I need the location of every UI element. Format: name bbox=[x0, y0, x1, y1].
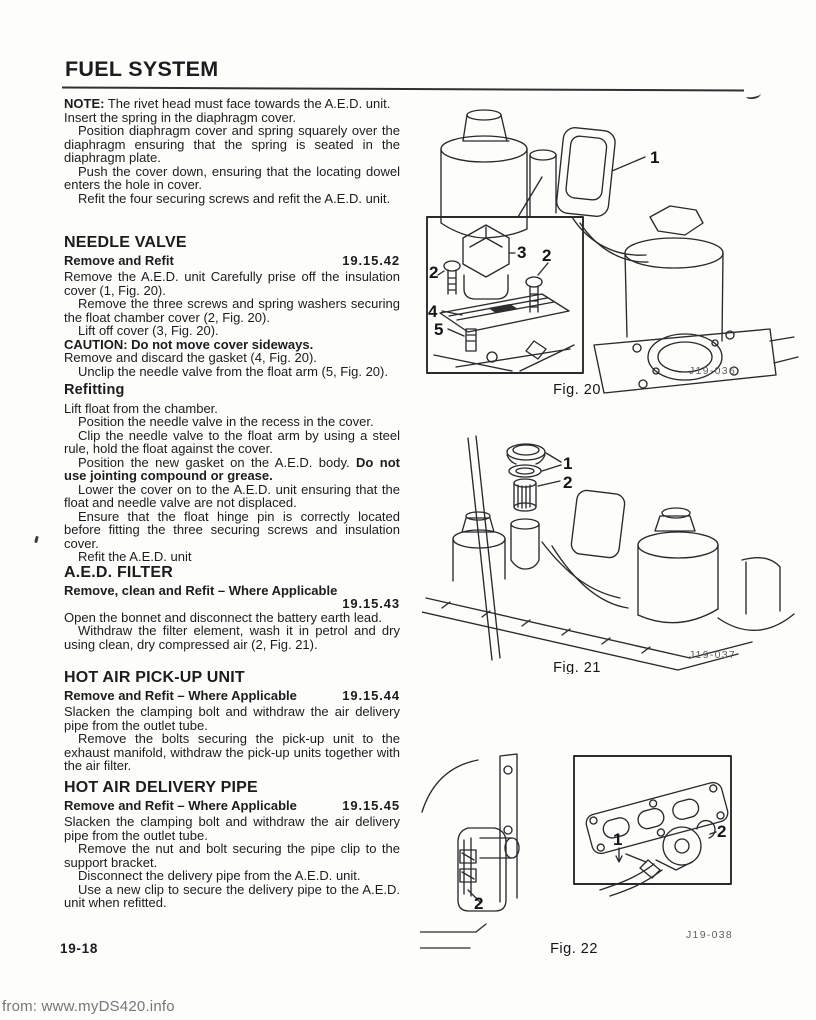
body-paragraph: Use a new clip to secure the delivery pipe to the A.E.D. unit when refitted. bbox=[64, 881, 400, 910]
body-paragraph: Disconnect the delivery pipe from the A.E.D. unit. bbox=[78, 868, 361, 883]
body-paragraph: Open the bonnet and disconnect the battery earth lead. bbox=[64, 609, 383, 625]
section-heading: A.E.D. FILTER bbox=[64, 564, 173, 581]
fig21-callout-2: 2 bbox=[563, 473, 573, 492]
caution-note: CAUTION: Do not move cover sideways. bbox=[64, 336, 314, 352]
body-paragraph: Lift float from the chamber. bbox=[64, 400, 218, 416]
fig21-callout-1: 1 bbox=[563, 454, 573, 473]
note-label: NOTE: bbox=[64, 96, 105, 111]
section-heading: HOT AIR PICK-UP UNIT bbox=[64, 669, 245, 686]
body-paragraph: Insert the spring in the diaphragm cover. bbox=[64, 109, 296, 125]
section-heading: HOT AIR DELIVERY PIPE bbox=[64, 779, 258, 796]
subsection-heading: Remove and Refit – Where Applicable bbox=[64, 797, 297, 813]
body-paragraph: Remove and discard the gasket (4, Fig. 20). bbox=[64, 350, 317, 365]
scan-artifact-mark bbox=[34, 536, 39, 544]
header-rule bbox=[62, 87, 744, 92]
subsection-row bbox=[64, 254, 400, 268]
fig20-callout-3: 3 bbox=[517, 243, 527, 262]
note-paragraph bbox=[64, 97, 400, 111]
body-paragraph: Withdraw the filter element, wash it in petrol and dry using clean, dry compressed air (2, Fig. 21). bbox=[64, 623, 400, 652]
section-refitting bbox=[64, 384, 400, 564]
body-paragraph: Remove the A.E.D. unit Carefully prise off the insulation cover (1, Fig. 20). bbox=[64, 269, 400, 298]
figure-21-aed-filter-illustration bbox=[422, 412, 812, 674]
body-paragraph: Position the needle valve in the recess in the cover. bbox=[78, 414, 374, 429]
body-paragraph: Slacken the clamping bolt and withdraw the air delivery pipe from the outlet tube. bbox=[64, 704, 400, 733]
section-aed-filter bbox=[64, 566, 400, 651]
subsection-row bbox=[64, 799, 400, 813]
body-paragraph: Slacken the clamping bolt and withdraw the air delivery pipe from the outlet tube. bbox=[64, 814, 400, 843]
section-intro bbox=[64, 97, 400, 205]
fig21-reference-code: J19-037 bbox=[689, 649, 737, 661]
scan-artifact-dash bbox=[746, 90, 762, 100]
note-text: The rivet head must face towards the A.E.D. unit. bbox=[104, 96, 391, 111]
fig20-callout-4: 4 bbox=[428, 302, 438, 321]
body-paragraph bbox=[64, 456, 400, 483]
figure-20-carburettor-float-chamber-illustration bbox=[422, 105, 812, 397]
body-paragraph: Clip the needle valve to the float arm by using a steel rule, hold the float against the cover. bbox=[64, 427, 400, 456]
section-needle-valve bbox=[64, 236, 400, 378]
body-paragraph: Ensure that the float hinge pin is correctly located before fitting the three securing screws and insulation cover. bbox=[64, 508, 400, 551]
body-text: Position the new gasket on the A.E.D. body. bbox=[78, 454, 357, 470]
section-hot-air-pickup bbox=[64, 671, 400, 773]
body-paragraph: Remove the nut and bolt securing the pipe clip to the support bracket. bbox=[64, 841, 400, 870]
body-paragraph: Remove the three screws and spring washers securing the float chamber cover (2, Fig. 20). bbox=[64, 296, 400, 325]
watermark-source-text: from: www.myDS420.info bbox=[2, 998, 175, 1015]
bold-warning-text: Do not use jointing compound or grease. bbox=[64, 454, 400, 483]
fig22-callout-2-right: 2 bbox=[717, 822, 727, 841]
fig21-caption: Fig. 21 bbox=[553, 660, 601, 674]
fig22-callout-2-left: 2 bbox=[474, 894, 484, 913]
body-paragraph: Remove the bolts securing the pick-up unit to the exhaust manifold, withdraw the pick-up units together with the air filter. bbox=[64, 731, 400, 773]
fig20-callout-5: 5 bbox=[434, 320, 444, 339]
subsection-heading: Remove and Refit bbox=[64, 252, 174, 268]
body-paragraph: Push the cover down, ensuring that the locating dowel enters the hole in cover. bbox=[64, 163, 400, 192]
fig20-callout-2-left: 2 bbox=[429, 263, 439, 282]
body-paragraph: Lower the cover on to the A.E.D. unit ensuring that the float and needle valve are not displaced. bbox=[64, 481, 400, 510]
fig22-line-art bbox=[420, 754, 734, 948]
fig20-callout-2-right: 2 bbox=[542, 246, 552, 265]
subsection-heading: Remove, clean and Refit – Where Applicable bbox=[64, 582, 338, 598]
fig20-callout-1: 1 bbox=[650, 148, 660, 167]
section-heading: NEEDLE VALVE bbox=[64, 234, 187, 251]
operation-number: 19.15.44 bbox=[342, 687, 400, 703]
figure-22-hot-air-pickup-illustration bbox=[420, 742, 812, 957]
section-hot-air-delivery bbox=[64, 781, 400, 910]
section-heading: Refitting bbox=[64, 382, 125, 398]
fig21-line-art bbox=[422, 436, 794, 670]
body-paragraph: Unclip the needle valve from the float arm (5, Fig. 20). bbox=[78, 363, 388, 379]
operation-number: 19.15.45 bbox=[342, 797, 400, 813]
page-number: 19-18 bbox=[60, 941, 99, 956]
body-paragraph: Lift off cover (3, Fig. 20). bbox=[78, 323, 219, 338]
body-paragraph: Refit the A.E.D. unit bbox=[78, 549, 192, 564]
page-title: FUEL SYSTEM bbox=[65, 57, 219, 81]
body-paragraph: Refit the four securing screws and refit the A.E.D. unit. bbox=[78, 190, 391, 206]
body-paragraph: Position diaphragm cover and spring squarely over the diaphragm ensuring that the spring is seated in the diaphragm plate. bbox=[64, 123, 400, 165]
fig22-caption: Fig. 22 bbox=[550, 941, 598, 957]
operation-number: 19.15.42 bbox=[342, 252, 400, 268]
operation-number: 19.15.43 bbox=[342, 596, 400, 611]
fig22-reference-code: J19-038 bbox=[686, 929, 734, 941]
fig20-line-art bbox=[427, 110, 798, 393]
fig20-reference-code: J19-036 bbox=[689, 365, 737, 377]
subsection-heading: Remove and Refit – Where Applicable bbox=[64, 687, 297, 703]
fig20-caption: Fig. 20 bbox=[553, 382, 601, 397]
subsection-row bbox=[64, 689, 400, 703]
fig22-callout-1: 1 bbox=[613, 830, 623, 849]
